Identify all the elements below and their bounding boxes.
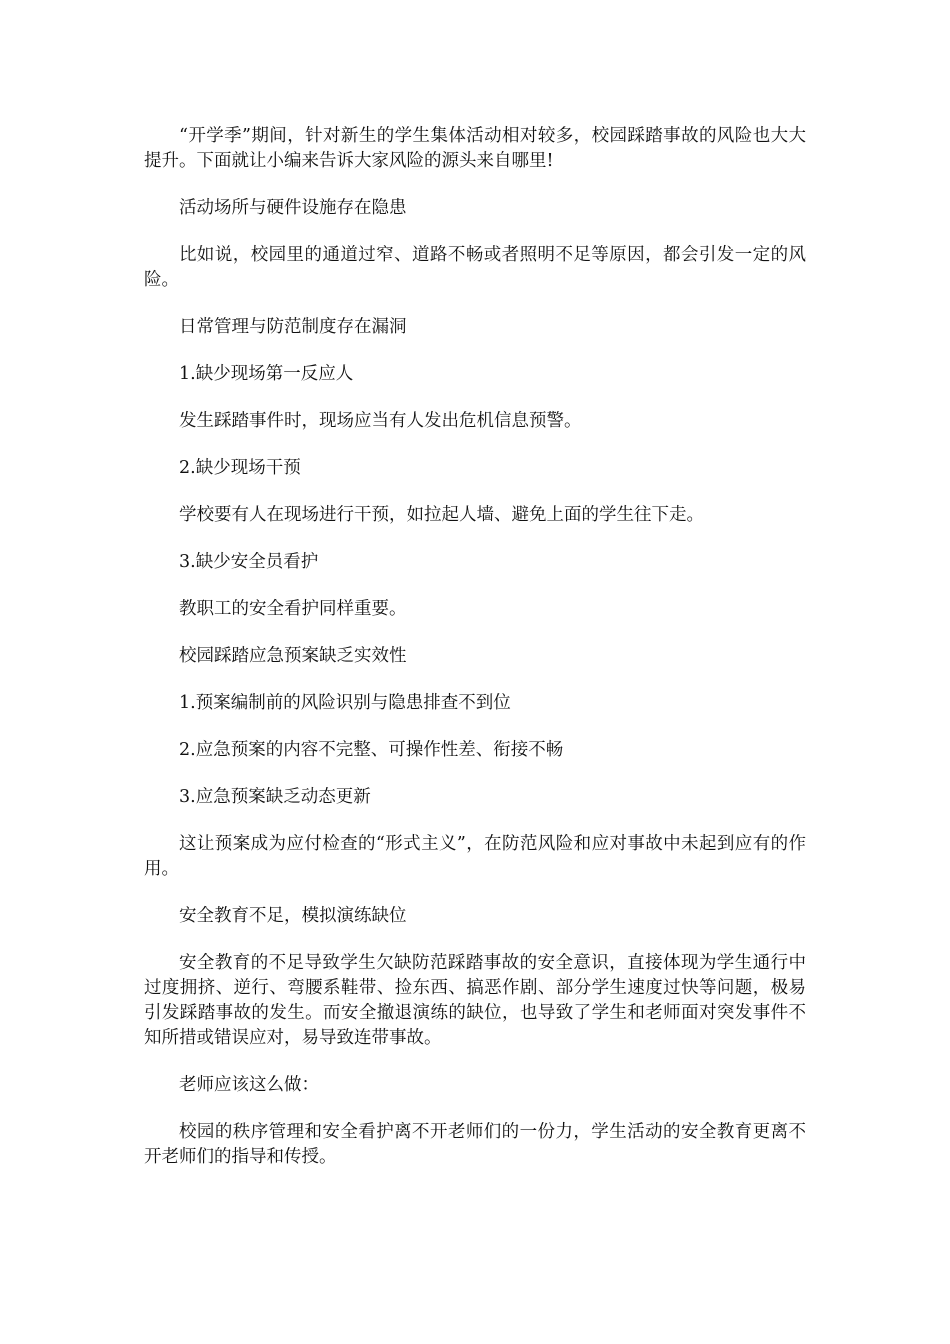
section-heading-teachers: 老师应该这么做： xyxy=(179,1075,319,1095)
list-item-plan-update: 3.应急预案缺乏动态更新 xyxy=(179,787,371,807)
paragraph-safety-officer: 教职工的安全看护同样重要。 xyxy=(179,599,407,619)
paragraph-facilities: 比如说，校园里的通道过窄、道路不畅或者照明不足等原因，都会引发一定的风险。 xyxy=(144,245,806,290)
paragraph-first-responder: 发生踩踏事件时，现场应当有人发出危机信息预警。 xyxy=(179,411,582,431)
list-item-intervention: 2.缺少现场干预 xyxy=(179,458,301,478)
paragraph-intro: “开学季”期间，针对新生的学生集体活动相对较多，校园踩踏事故的风险也大大提升。下面就让小编来告诉大家风险的源头来自哪里! xyxy=(144,126,806,171)
paragraph-formalism: 这让预案成为应付检查的“形式主义”，在防范风险和应对事故中未起到应有的作用。 xyxy=(144,834,806,879)
section-heading-facilities: 活动场所与硬件设施存在隐患 xyxy=(179,198,407,218)
paragraph-intervention: 学校要有人在现场进行干预，如拉起人墙、避免上面的学生往下走。 xyxy=(179,505,704,525)
list-item-plan-content: 2.应急预案的内容不完整、可操作性差、衔接不畅 xyxy=(179,740,564,760)
section-heading-education: 安全教育不足，模拟演练缺位 xyxy=(179,906,407,926)
section-heading-management: 日常管理与防范制度存在漏洞 xyxy=(179,317,407,337)
list-item-first-responder: 1.缺少现场第一反应人 xyxy=(179,364,354,384)
paragraph-teachers: 校园的秩序管理和安全看护离不开老师们的一份力，学生活动的安全教育更离不开老师们的指导和传授。 xyxy=(144,1122,806,1167)
section-heading-emergency-plan: 校园踩踏应急预案缺乏实效性 xyxy=(179,646,407,666)
paragraph-education: 安全教育的不足导致学生欠缺防范踩踏事故的安全意识，直接体现为学生通行中过度拥挤、逆行、弯腰系鞋带、捡东西、搞恶作剧、部分学生速度过快等问题，极易引发踩踏事故的发生。而安全撤退演练的缺位，也导致了学生和老师面对突发事件不知所措或错误应对，易导致连带事故。 xyxy=(144,953,806,1048)
list-item-safety-officer: 3.缺少安全员看护 xyxy=(179,552,319,572)
list-item-risk-identification: 1.预案编制前的风险识别与隐患排查不到位 xyxy=(179,693,511,713)
document-body xyxy=(144,124,806,1192)
